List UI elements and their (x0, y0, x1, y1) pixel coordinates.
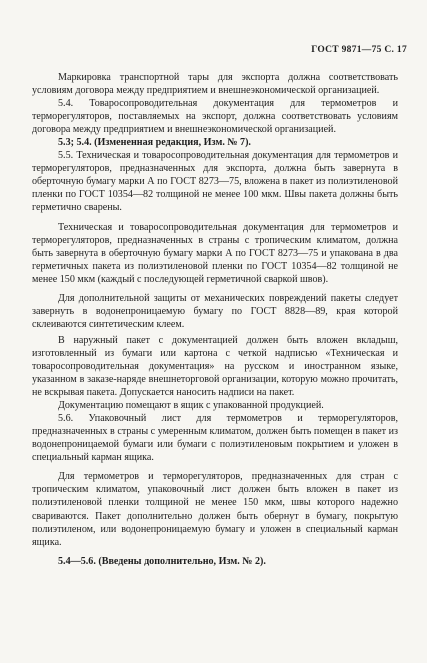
paragraph-5-4: 5.4. Товаросопроводительная документация для термометров и терморегуляторов, поставляемых на экспорт, должна соответствовать условиям договора между предприятием и внешнеэкономической организацией. (32, 98, 398, 136)
page-header: ГОСТ 9871—75 С. 17 (311, 45, 407, 55)
paragraph-insert-sheet: В наружный пакет с документацией должен быть вложен вкладыш, изготовленный из бумаги или картона с четкой надписью «Техническая и товаросопроводительная документация» на русском и иностранном языке, указанном в заказе-наряде внешнеторговой организации, которую можно прочитать, не вскрывая пакета. Допускается наносить надписи на пакет. (32, 334, 398, 399)
paragraph-marking: Маркировка транспортной тары для экспорта должна соответствовать условиям договора между предприятием и внешнеэкономической организацией. (32, 72, 398, 97)
paragraph-amendment-7: 5.3; 5.4. (Измененная редакция, Изм. № 7). (58, 137, 251, 149)
paragraph-mechanical-protection: Для дополнительной защиты от механических повреждений пакеты следует завернуть в водонепроницаемую бумагу по ГОСТ 8828—89, края которой склеиваются синтетическим клеем. (32, 292, 398, 330)
document-body (32, 71, 398, 568)
paragraph-5-6: 5.6. Упаковочный лист для термометров и терморегуляторов, предназначенных в страны с умеренным климатом, должен быть помещен в пакет из водонепроницаемой бумаги или бумаги с полиэтиленовым покрытием и уложен в специальный карман ящика. (32, 413, 398, 464)
paragraph-tropical-docs: Техническая и товаросопроводительная документация для термометров и терморегуляторов, предназначенных в страны с тропическим климатом, должна быть завернута в оберточную бумагу марки А по ГОСТ 8273—75 и упакована в два герметичных пакета из полиэтиленовой пленки по ГОСТ 10354—82 толщиной не менее 150 мкм (каждый с последующей герметичной сваркой швов). (32, 221, 398, 285)
paragraph-amendment-2: 5.4—5.6. (Введены дополнительно, Изм. № 2). (58, 555, 266, 567)
paragraph-docs-box: Документацию помещают в ящик с упакованной продукцией. (58, 400, 324, 412)
paragraph-5-5: 5.5. Техническая и товаросопроводительная документация для термометров и терморегуляторов, предназначенных для экспорта, должна быть завернута в оберточную бумагу марки А по ГОСТ 8273—75, вложена в пакет из полиэтиленовой пленки по ГОСТ 10354—82 толщиной не менее 100 мкм. Швы пакета должны быть герметично сварены. (32, 150, 398, 214)
paragraph-packing-list-tropical: Для термометров и терморегуляторов, предназначенных для стран с тропическим климатом, упаковочный лист должен быть вложен в пакет из полиэтиленовой пленки толщиной не менее 150 мкм, швы которого надежно свариваются. Пакет дополнительно должен быть обернут в бумагу, покрытую полиэтиленом, или водонепроницаемую бумагу и уложен в специальный карман ящика. (32, 471, 398, 548)
